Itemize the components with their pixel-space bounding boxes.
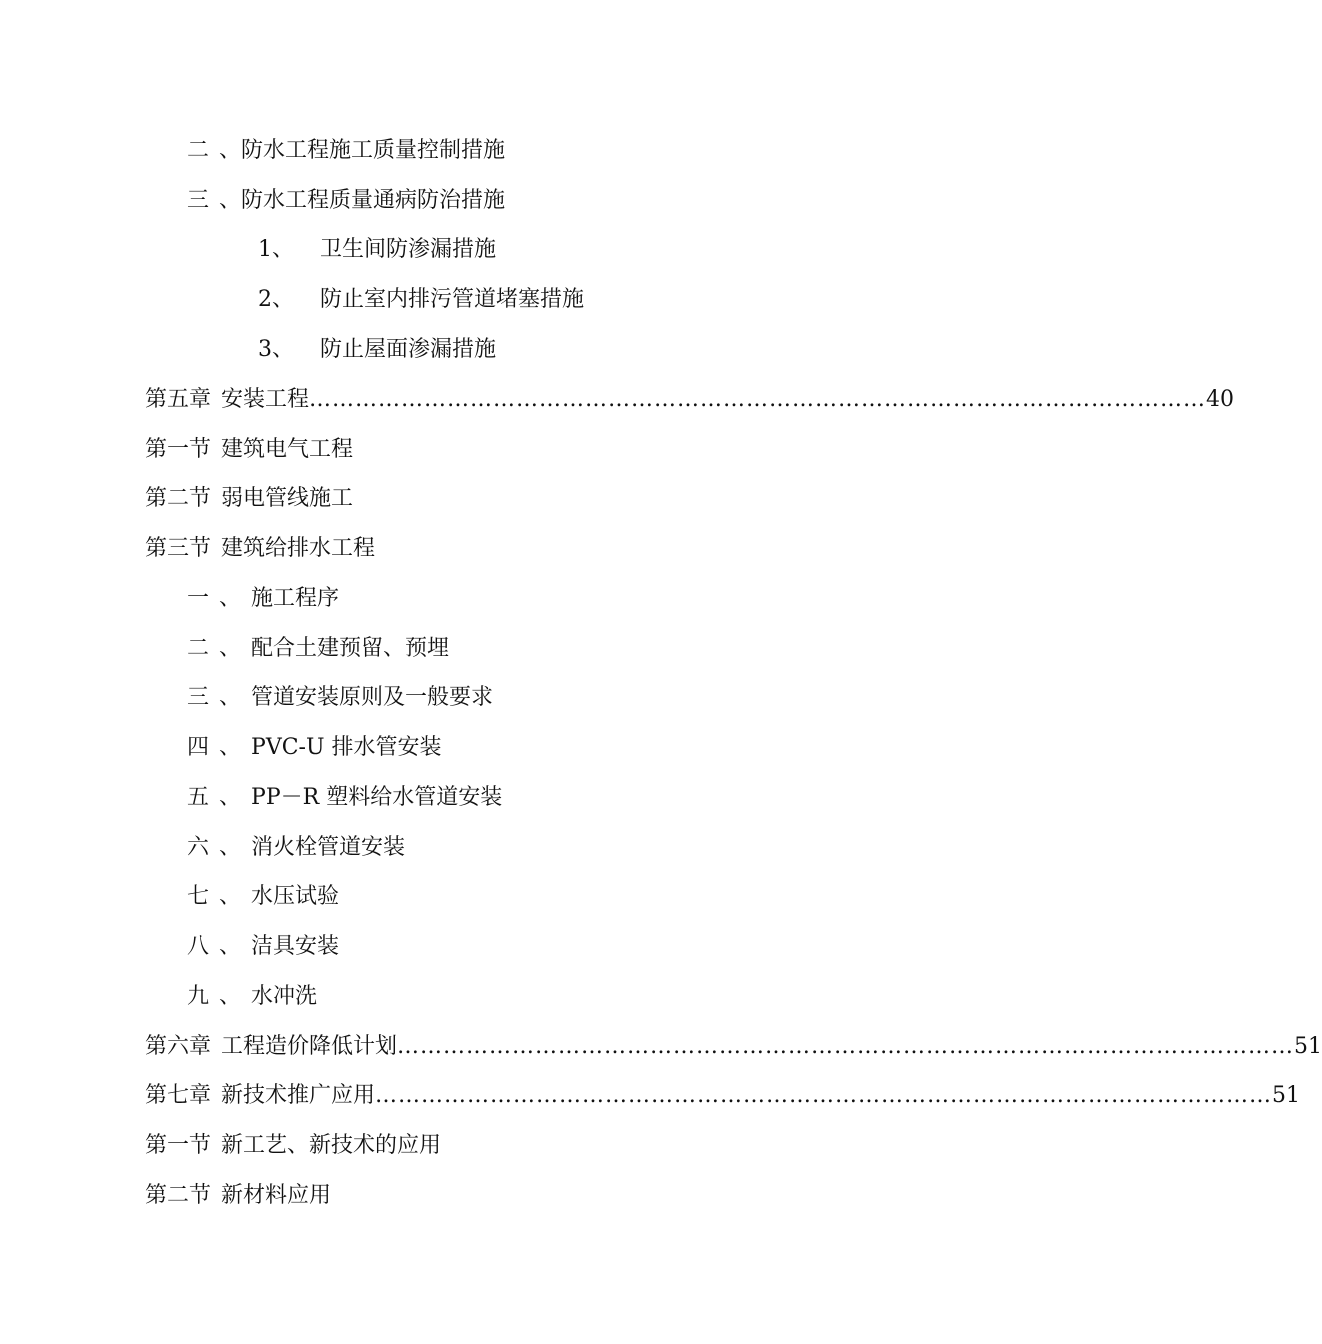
toc-item-number: 六 <box>187 835 210 860</box>
toc-item-number: 一 <box>187 586 210 611</box>
toc-item-pp-r[interactable] <box>187 781 502 815</box>
toc-section-new-tech[interactable] <box>145 1129 441 1163</box>
chapter-label: 第七章 <box>145 1083 212 1108</box>
toc-item-separator: 、 <box>219 188 242 213</box>
section-label: 第二节 <box>145 486 212 511</box>
chapter-label: 第五章 <box>145 387 212 412</box>
toc-item-pressure-test[interactable] <box>187 880 339 914</box>
toc-item-label: 管道安装原则及一般要求 <box>251 685 494 710</box>
toc-item-number: 二 <box>187 636 210 661</box>
toc-item-separator: 、 <box>219 586 242 611</box>
toc-item-separator: 、 <box>219 685 242 710</box>
page-number: 51 <box>1272 1083 1301 1108</box>
toc-item-bathroom-leak[interactable] <box>258 233 496 267</box>
toc-item-number: 三 <box>187 188 210 213</box>
toc-item-label: 防止屋面渗漏措施 <box>320 337 497 362</box>
toc-item-separator: 、 <box>219 884 242 909</box>
page-number: 40 <box>1206 387 1235 412</box>
toc-item-separator: 、 <box>219 785 242 810</box>
section-label: 第一节 <box>145 437 212 462</box>
toc-item-label: 卫生间防渗漏措施 <box>320 237 497 262</box>
toc-item-number: 3、 <box>258 337 294 362</box>
toc-item-waterproof-defect-prevention[interactable] <box>187 184 505 218</box>
chapter-title: 工程造价降低计划 <box>221 1034 398 1059</box>
toc-item-number: 2、 <box>258 287 294 312</box>
toc-item-label: 水冲洗 <box>251 984 318 1009</box>
toc-item-separator: 、 <box>219 984 242 1009</box>
toc-item-label: 防水工程施工质量控制措施 <box>241 138 506 163</box>
section-label: 第二节 <box>145 1183 212 1208</box>
toc-item-label: 配合土建预留、预埋 <box>251 636 450 661</box>
toc-item-label: 水压试验 <box>251 884 340 909</box>
toc-item-label: 施工程序 <box>251 586 340 611</box>
chapter-label: 第六章 <box>145 1034 212 1059</box>
dot-leader: ……………………………………………………………………………………………………… <box>397 1034 1295 1059</box>
toc-item-label: PP－R 塑料给水管道安装 <box>251 785 503 810</box>
toc-item-procedure[interactable] <box>187 582 339 616</box>
toc-item-separator: 、 <box>219 636 242 661</box>
toc-item-label: 防水工程质量通病防治措施 <box>241 188 506 213</box>
toc-item-number: 二 <box>187 138 210 163</box>
toc-item-flushing[interactable] <box>187 980 317 1014</box>
section-label: 第一节 <box>145 1133 212 1158</box>
toc-section-plumbing[interactable] <box>145 532 375 566</box>
toc-section-weak-current[interactable] <box>145 482 353 516</box>
toc-item-separator: 、 <box>219 138 242 163</box>
dot-leader: ……………………………………………………………………………………………………… <box>375 1083 1273 1108</box>
chapter-title: 新技术推广应用 <box>221 1083 376 1108</box>
toc-item-reserved[interactable] <box>187 632 449 666</box>
toc-chapter-5[interactable] <box>145 383 1235 417</box>
page-number: 51 <box>1294 1034 1322 1059</box>
toc-item-number: 四 <box>187 735 210 760</box>
section-title: 新材料应用 <box>221 1183 332 1208</box>
toc-item-number: 三 <box>187 685 210 710</box>
toc-section-new-material[interactable] <box>145 1179 331 1213</box>
toc-chapter-6[interactable] <box>145 1030 1322 1064</box>
toc-item-label: 洁具安装 <box>251 934 340 959</box>
toc-item-drain-blockage[interactable] <box>258 283 584 317</box>
toc-item-number: 九 <box>187 984 210 1009</box>
toc-item-pvc-u[interactable] <box>187 731 442 765</box>
toc-item-label: PVC-U 排水管安装 <box>251 735 442 760</box>
toc-chapter-7[interactable] <box>145 1079 1301 1113</box>
section-title: 弱电管线施工 <box>221 486 354 511</box>
toc-section-electrical[interactable] <box>145 433 353 467</box>
section-title: 建筑电气工程 <box>221 437 354 462</box>
section-label: 第三节 <box>145 536 212 561</box>
chapter-title: 安装工程 <box>221 387 310 412</box>
toc-item-sanitary[interactable] <box>187 930 339 964</box>
toc-item-pipe-principles[interactable] <box>187 681 493 715</box>
toc-item-separator: 、 <box>219 735 242 760</box>
toc-item-number: 七 <box>187 884 210 909</box>
dot-leader: ……………………………………………………………………………………………………… <box>309 387 1207 412</box>
toc-item-roof-leak[interactable] <box>258 333 496 367</box>
section-title: 建筑给排水工程 <box>221 536 376 561</box>
toc-item-separator: 、 <box>219 934 242 959</box>
toc-item-number: 五 <box>187 785 210 810</box>
toc-item-hydrant[interactable] <box>187 831 405 865</box>
toc-item-label: 消火栓管道安装 <box>251 835 406 860</box>
toc-item-number: 1、 <box>258 237 294 262</box>
toc-item-number: 八 <box>187 934 210 959</box>
toc-item-label: 防止室内排污管道堵塞措施 <box>320 287 585 312</box>
section-title: 新工艺、新技术的应用 <box>221 1133 442 1158</box>
toc-item-waterproof-quality-control[interactable] <box>187 134 505 168</box>
toc-item-separator: 、 <box>219 835 242 860</box>
